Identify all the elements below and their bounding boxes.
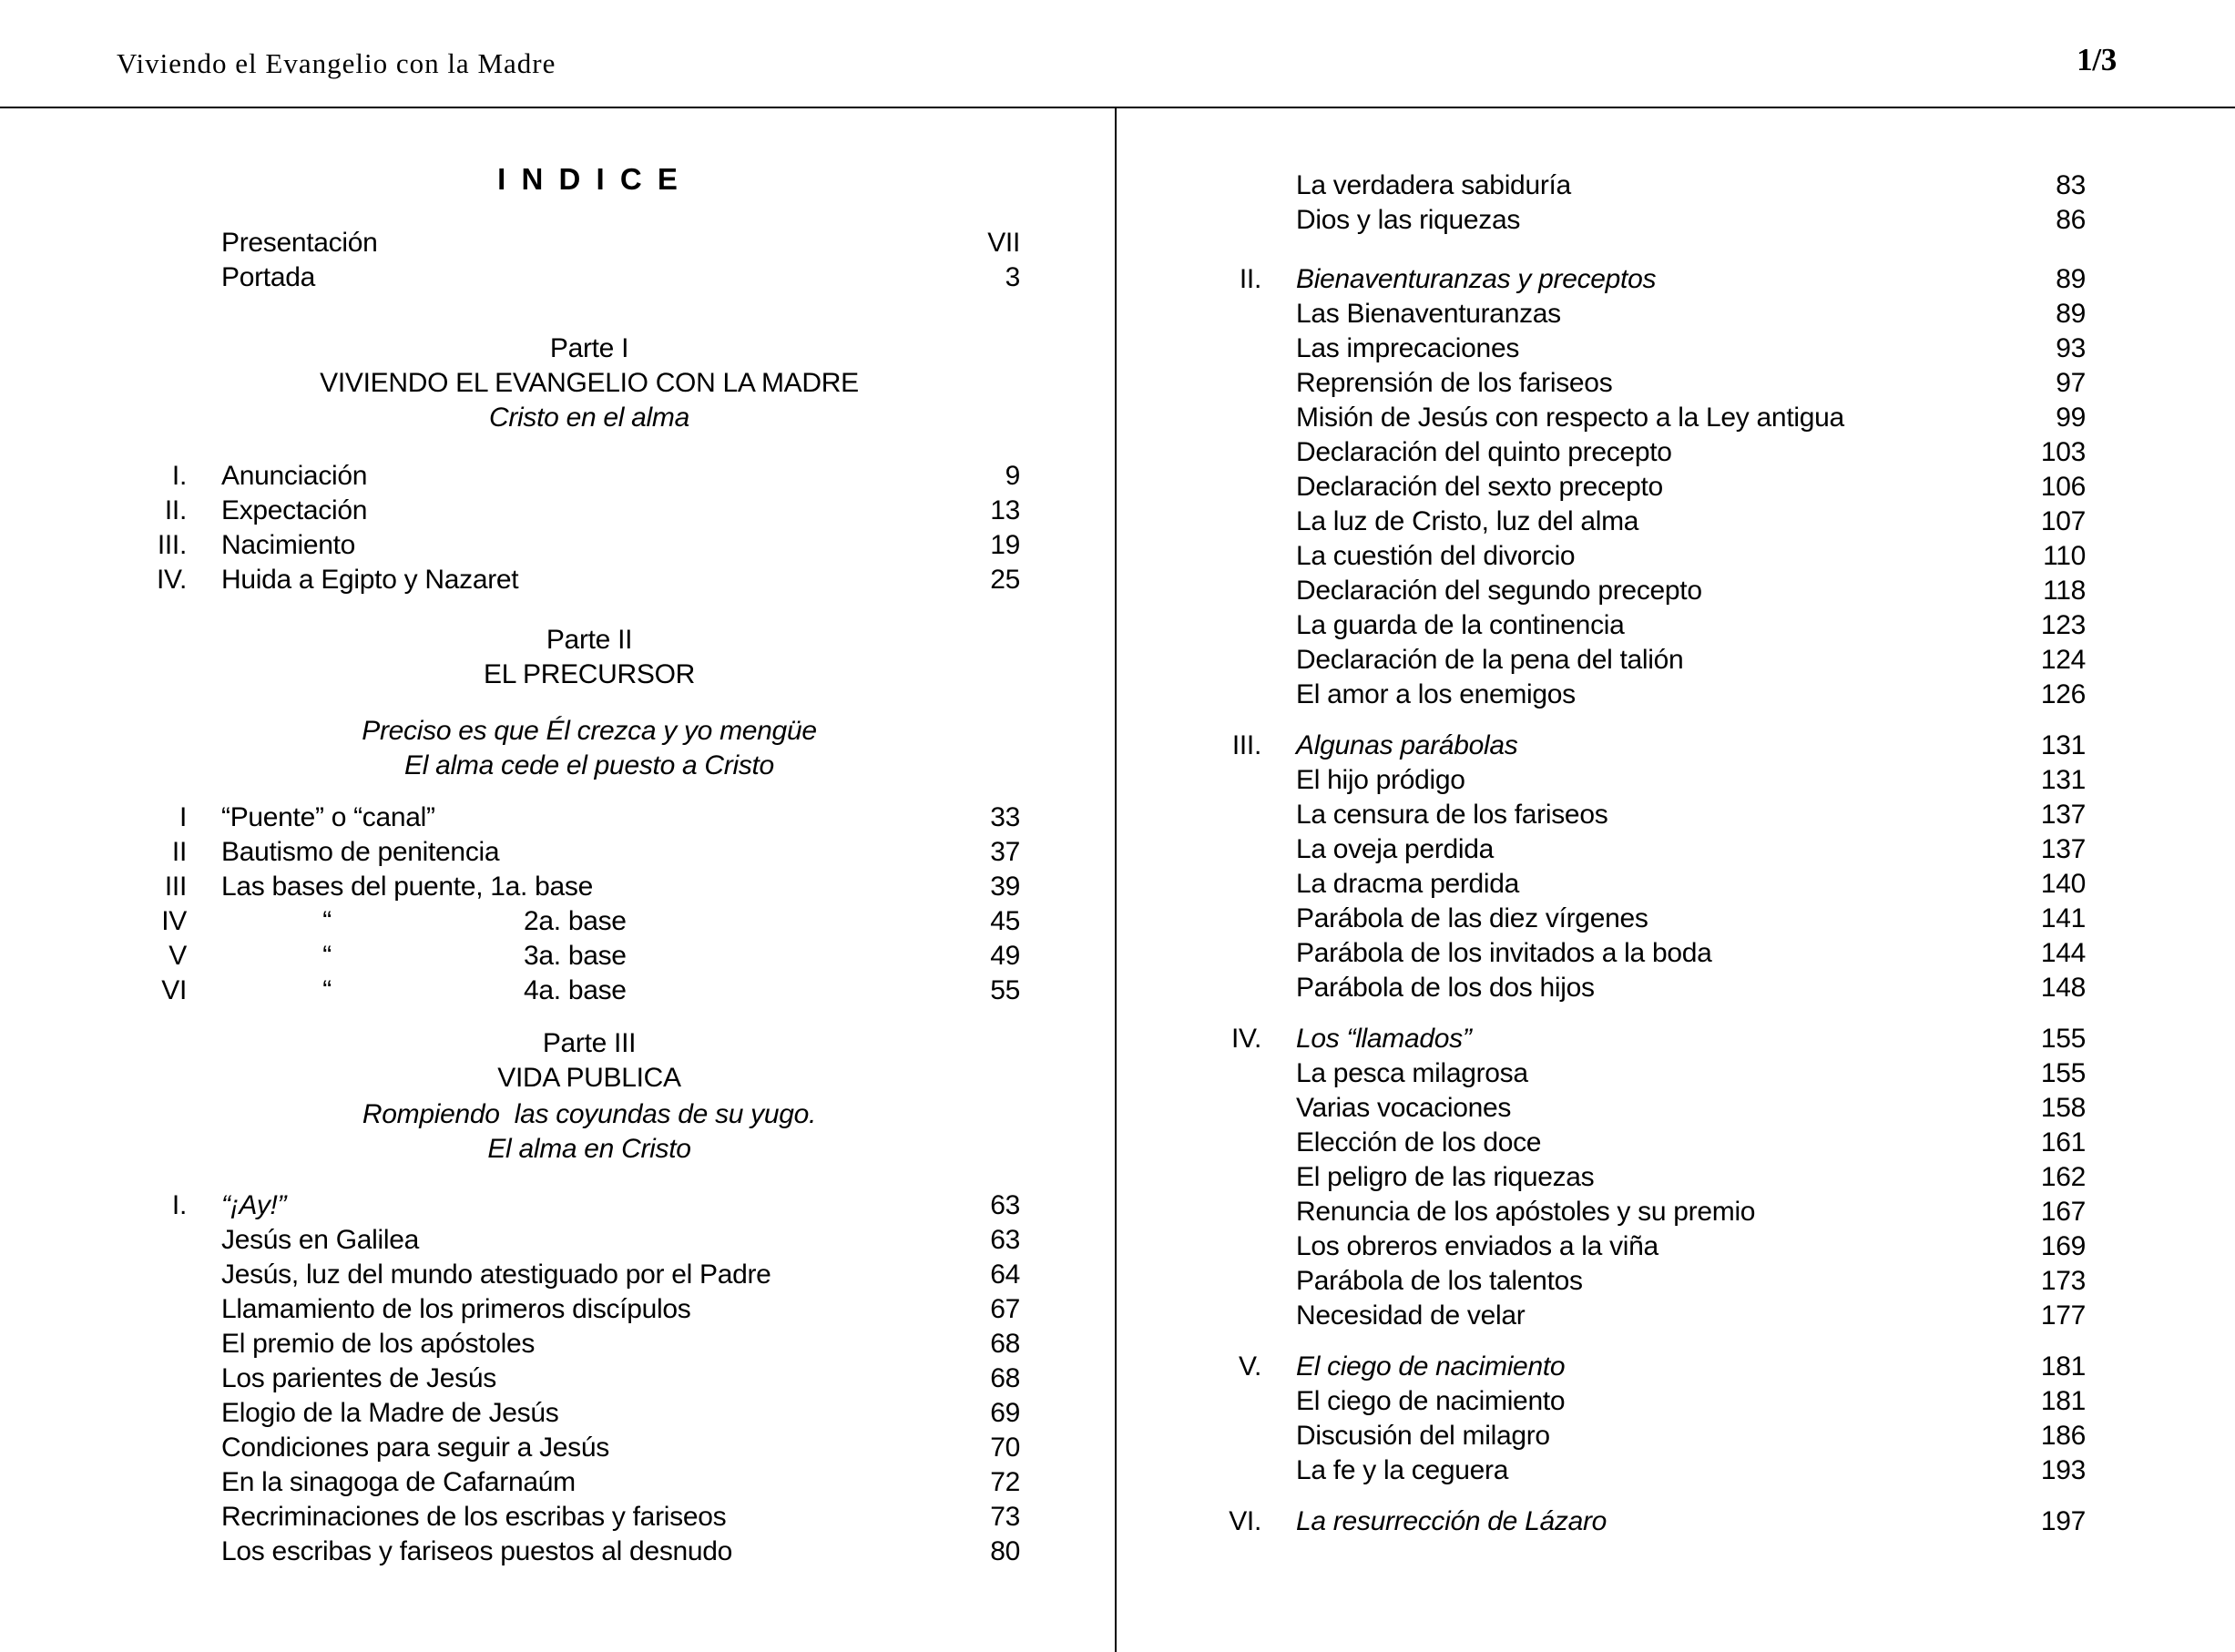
entry-numeral	[1193, 1419, 1261, 1453]
entry-numeral	[118, 1258, 187, 1292]
entry-title: Las imprecaciones	[1296, 333, 1520, 363]
toc-entry	[1193, 1195, 2086, 1229]
entry-page-number: 68	[990, 1363, 1020, 1393]
entry-title: Parábola de los invitados a la boda	[1296, 938, 1712, 968]
entry-title: Declaración del sexto precepto	[1296, 472, 1663, 502]
entry-page-number: 86	[2056, 205, 2086, 235]
entry-numeral	[118, 1396, 187, 1431]
section-subtitle-line: Cristo en el alma	[489, 403, 689, 433]
entry-title: Jesús, luz del mundo atestiguado por el Padre	[221, 1259, 771, 1290]
entry-page-number: VII	[987, 228, 1020, 258]
entry-title: La pesca milagrosa	[1296, 1058, 1528, 1088]
entry-title	[187, 904, 965, 939]
entry-page-number: 97	[2056, 368, 2086, 398]
entry-numeral	[1193, 203, 1261, 238]
entry-numeral: VI	[161, 975, 187, 1005]
entry-title	[187, 974, 965, 1008]
toc-entry	[1193, 1022, 2086, 1056]
entry-numeral	[1193, 1195, 1261, 1229]
ditto-mark: “	[322, 906, 332, 936]
toc-entry	[118, 563, 1020, 597]
entry-page-number: 106	[2040, 472, 2086, 502]
entry-numeral	[1193, 331, 1261, 366]
toc-entry	[1193, 1264, 2086, 1299]
entry-numeral: III.	[157, 530, 187, 560]
toc-entry	[1193, 435, 2086, 470]
ditto-mark: “	[322, 941, 332, 971]
entry-page-number: 110	[2043, 541, 2086, 571]
entry-numeral	[1193, 1384, 1261, 1419]
toc-right-column	[1193, 108, 2086, 1539]
section-heading	[118, 623, 1020, 692]
toc-group	[1193, 168, 2086, 238]
toc-entry	[1193, 401, 2086, 435]
entry-title: Declaración del quinto precepto	[1296, 437, 1672, 467]
entry-page-number: 83	[2056, 170, 2086, 200]
entry-page-number: 103	[2040, 437, 2086, 467]
toc-entry	[1193, 608, 2086, 643]
entry-numeral	[118, 260, 187, 295]
toc-entry	[118, 939, 1020, 974]
section-heading	[118, 1026, 1020, 1096]
section-heading-line: Parte II	[546, 625, 633, 655]
toc-entry	[1193, 1126, 2086, 1160]
book-title: Viviendo el Evangelio con la Madre	[117, 47, 556, 79]
entry-title: La censura de los fariseos	[1296, 800, 1608, 830]
entry-title: Las bases del puente, 1a. base	[221, 872, 593, 902]
entry-page-number: 137	[2040, 834, 2086, 864]
entry-title: Recriminaciones de los escribas y fariseos	[221, 1502, 727, 1532]
entry-numeral	[118, 1292, 187, 1327]
column-divider	[1115, 108, 1117, 1652]
toc-entry	[1193, 1091, 2086, 1126]
entry-numeral	[1193, 1056, 1261, 1091]
section-entries	[118, 1188, 1020, 1569]
entry-title: El amor a los enemigos	[1296, 679, 1576, 709]
section-heading-line: EL PRECURSOR	[483, 659, 695, 689]
entry-numeral: II.	[164, 495, 187, 525]
entry-page-number: 9	[1005, 461, 1020, 491]
entry-title: La verdadera sabiduría	[1296, 170, 1571, 200]
toc-entry	[1193, 902, 2086, 936]
entry-numeral	[1193, 643, 1261, 678]
entry-page-number: 140	[2040, 869, 2086, 899]
toc-entry	[118, 835, 1020, 870]
entry-page-number: 155	[2040, 1058, 2086, 1088]
entry-title: Declaración del segundo precepto	[1296, 576, 1702, 606]
entry-page-number: 63	[990, 1225, 1020, 1255]
toc-entry	[1193, 678, 2086, 712]
entry-title: Elección de los doce	[1296, 1127, 1542, 1157]
section-heading-line: Parte III	[542, 1028, 637, 1058]
section-heading-line: Parte I	[549, 333, 629, 363]
toc-entry	[1193, 366, 2086, 401]
entry-page-number: 80	[990, 1536, 1020, 1566]
entry-page-number: 169	[2040, 1231, 2086, 1261]
entry-page-number: 162	[2040, 1162, 2086, 1192]
entry-numeral	[1193, 1160, 1261, 1195]
entry-page-number: 173	[2040, 1266, 2086, 1296]
entry-title-text: 4a. base	[524, 975, 627, 1005]
entry-page-number: 49	[990, 941, 1020, 971]
toc-entry	[1193, 643, 2086, 678]
entry-page-number: 70	[990, 1433, 1020, 1463]
entry-page-number: 186	[2040, 1421, 2086, 1451]
entry-numeral	[1193, 798, 1261, 832]
entry-numeral	[1193, 608, 1261, 643]
left-sections	[118, 331, 1020, 1569]
entry-numeral: I.	[171, 1190, 187, 1220]
toc-left-column	[118, 108, 1020, 1569]
entry-title: “¡Ay!”	[221, 1190, 287, 1220]
entry-numeral	[1193, 971, 1261, 1005]
entry-title: Las Bienaventuranzas	[1296, 299, 1561, 329]
toc-entry	[118, 1292, 1020, 1327]
entry-page-number: 45	[990, 906, 1020, 936]
entry-page-number: 123	[2040, 610, 2086, 640]
entry-numeral: III	[164, 872, 187, 902]
entry-title-text: 3a. base	[524, 941, 627, 971]
entry-page-number: 197	[2040, 1506, 2086, 1536]
section-entries	[118, 459, 1020, 597]
entry-page-number: 167	[2040, 1197, 2086, 1227]
entry-numeral	[118, 1223, 187, 1258]
entry-page-number: 33	[990, 802, 1020, 832]
entry-page-number: 68	[990, 1329, 1020, 1359]
toc-entry	[1193, 539, 2086, 574]
toc-group	[1193, 262, 2086, 712]
entry-title: La fe y la ceguera	[1296, 1455, 1509, 1485]
toc-entry	[1193, 203, 2086, 238]
toc-entry	[118, 1465, 1020, 1500]
toc-entry	[1193, 936, 2086, 971]
entry-title: Los obreros enviados a la viña	[1296, 1231, 1658, 1261]
entry-title-text: 2a. base	[524, 906, 627, 936]
toc-entry	[118, 870, 1020, 904]
section-subtitle-line: Rompiendo las coyundas de su yugo.	[362, 1099, 817, 1129]
entry-page-number: 161	[2040, 1127, 2086, 1157]
toc-section	[118, 623, 1020, 1008]
entry-numeral: IV	[161, 906, 187, 936]
entry-title: Anunciación	[221, 461, 368, 491]
entry-title: Renuncia de los apóstoles y su premio	[1296, 1197, 1756, 1227]
entry-title: Declaración de la pena del talión	[1296, 645, 1684, 675]
entry-numeral	[1193, 168, 1261, 203]
section-subtitle-line: Preciso es que Él crezca y yo mengüe	[362, 716, 817, 746]
toc-entry	[1193, 505, 2086, 539]
entry-title: Necesidad de velar	[1296, 1300, 1526, 1331]
toc-entry	[118, 1188, 1020, 1223]
entry-title: En la sinagoga de Cafarnaúm	[221, 1467, 576, 1497]
entry-numeral	[118, 1327, 187, 1361]
section-entries	[118, 801, 1020, 1008]
entry-page-number: 181	[2040, 1351, 2086, 1382]
entry-title: Bienaventuranzas y preceptos	[1296, 264, 1657, 294]
entry-title: La luz de Cristo, luz del alma	[1296, 506, 1639, 536]
toc-entry	[1193, 729, 2086, 763]
entry-page-number: 193	[2040, 1455, 2086, 1485]
entry-numeral	[118, 1361, 187, 1396]
entry-title: Llamamiento de los primeros discípulos	[221, 1294, 691, 1324]
entry-numeral	[1193, 366, 1261, 401]
toc-entry	[118, 260, 1020, 295]
entry-numeral: I.	[171, 461, 187, 491]
entry-title: Los parientes de Jesús	[221, 1363, 496, 1393]
entry-page-number: 89	[2056, 264, 2086, 294]
toc-entry	[1193, 331, 2086, 366]
entry-numeral	[1193, 763, 1261, 798]
section-subtitle	[118, 1097, 1020, 1167]
toc-entry	[118, 1500, 1020, 1535]
toc-entry	[1193, 574, 2086, 608]
entry-numeral	[118, 1465, 187, 1500]
entry-page-number: 69	[990, 1398, 1020, 1428]
entry-page-number: 3	[1005, 262, 1020, 292]
toc-entry	[1193, 763, 2086, 798]
entry-page-number: 19	[990, 530, 1020, 560]
front-matter	[118, 226, 1020, 295]
entry-page-number: 144	[2040, 938, 2086, 968]
entry-numeral: IV.	[156, 565, 187, 595]
toc-entry	[1193, 168, 2086, 203]
entry-page-number: 89	[2056, 299, 2086, 329]
toc-entry	[1193, 798, 2086, 832]
entry-page-number: 63	[990, 1190, 1020, 1220]
entry-title: El hijo pródigo	[1296, 765, 1465, 795]
toc-entry	[118, 904, 1020, 939]
toc-entry	[1193, 1299, 2086, 1333]
entry-numeral: III.	[1231, 730, 1261, 760]
toc-entry	[1193, 1350, 2086, 1384]
entry-page-number: 131	[2040, 765, 2086, 795]
entry-title: La dracma perdida	[1296, 869, 1520, 899]
toc-entry	[118, 801, 1020, 835]
entry-numeral	[1193, 936, 1261, 971]
section-subtitle-line: El alma cede el puesto a Cristo	[404, 750, 774, 780]
toc-entry	[118, 1396, 1020, 1431]
entry-numeral	[1193, 539, 1261, 574]
entry-title: La cuestión del divorcio	[1296, 541, 1576, 571]
entry-numeral: VI.	[1229, 1506, 1261, 1536]
entry-title: Misión de Jesús con respecto a la Ley antigua	[1296, 403, 1844, 433]
entry-numeral	[1193, 1264, 1261, 1299]
entry-title: El ciego de nacimiento	[1296, 1386, 1566, 1416]
section-subtitle	[118, 401, 1020, 435]
entry-title: Discusión del milagro	[1296, 1421, 1550, 1451]
toc-section	[118, 1026, 1020, 1569]
entry-numeral: V	[168, 941, 187, 971]
entry-numeral	[1193, 297, 1261, 331]
toc-entry	[118, 1327, 1020, 1361]
entry-title: La resurrección de Lázaro	[1296, 1506, 1607, 1536]
toc-entry	[1193, 1160, 2086, 1195]
toc-entry	[118, 1361, 1020, 1396]
entry-numeral	[1193, 401, 1261, 435]
entry-page-number: 177	[2040, 1300, 2086, 1331]
entry-page-number: 181	[2040, 1386, 2086, 1416]
entry-title: El premio de los apóstoles	[221, 1329, 536, 1359]
toc-entry	[118, 1258, 1020, 1292]
entry-title: Nacimiento	[221, 530, 356, 560]
entry-page-number: 99	[2056, 403, 2086, 433]
entry-numeral	[1193, 505, 1261, 539]
entry-page-number: 93	[2056, 333, 2086, 363]
toc-entry	[118, 1431, 1020, 1465]
entry-page-number: 73	[990, 1502, 1020, 1532]
entry-numeral: V.	[1239, 1351, 1261, 1382]
entry-title: Algunas parábolas	[1296, 730, 1518, 760]
entry-title: La oveja perdida	[1296, 834, 1495, 864]
entry-title: El ciego de nacimiento	[1296, 1351, 1566, 1382]
entry-page-number: 25	[990, 565, 1020, 595]
entry-title: Reprensión de los fariseos	[1296, 368, 1613, 398]
entry-numeral	[1193, 1091, 1261, 1126]
entry-title: Los “llamados”	[1296, 1024, 1472, 1054]
entry-page-number: 148	[2040, 973, 2086, 1003]
page-indicator: 1/3	[2077, 42, 2117, 77]
entry-page-number: 124	[2040, 645, 2086, 675]
entry-page-number: 118	[2043, 576, 2086, 606]
entry-numeral	[1193, 1126, 1261, 1160]
entry-numeral	[1193, 574, 1261, 608]
entry-page-number: 158	[2040, 1093, 2086, 1123]
toc-group	[1193, 729, 2086, 1005]
entry-numeral	[1193, 1299, 1261, 1333]
toc-entry	[118, 1535, 1020, 1569]
toc-section	[118, 331, 1020, 597]
section-subtitle	[118, 714, 1020, 783]
section-heading	[118, 331, 1020, 401]
toc-group	[1193, 1350, 2086, 1488]
entry-numeral	[1193, 832, 1261, 867]
entry-numeral	[1193, 1453, 1261, 1488]
toc-entry	[118, 1223, 1020, 1258]
entry-numeral: I	[179, 802, 187, 832]
toc-group	[1193, 1022, 2086, 1333]
toc-entry	[1193, 1229, 2086, 1264]
toc-entry	[1193, 867, 2086, 902]
toc-entry	[1193, 1384, 2086, 1419]
entry-numeral	[1193, 1229, 1261, 1264]
entry-numeral	[1193, 470, 1261, 505]
entry-title: Dios y las riquezas	[1296, 205, 1521, 235]
entry-title: Parábola de las diez vírgenes	[1296, 903, 1648, 933]
toc-group	[1193, 1504, 2086, 1539]
entry-title: Expectación	[221, 495, 368, 525]
entry-page-number: 13	[990, 495, 1020, 525]
entry-numeral: IV.	[1230, 1024, 1261, 1054]
entry-numeral	[1193, 902, 1261, 936]
entry-page-number: 126	[2040, 679, 2086, 709]
entry-title: Bautismo de penitencia	[221, 837, 500, 867]
entry-page-number: 131	[2040, 730, 2086, 760]
entry-title: Presentación	[221, 228, 378, 258]
entry-title: Portada	[221, 262, 315, 292]
toc-entry	[1193, 1419, 2086, 1453]
toc-entry	[1193, 262, 2086, 297]
entry-title: Huida a Egipto y Nazaret	[221, 565, 519, 595]
toc-entry	[1193, 1504, 2086, 1539]
entry-page-number: 37	[990, 837, 1020, 867]
toc-entry	[1193, 1453, 2086, 1488]
entry-page-number: 137	[2040, 800, 2086, 830]
toc-entry	[118, 528, 1020, 563]
entry-numeral	[1193, 435, 1261, 470]
toc-entry	[1193, 971, 2086, 1005]
entry-numeral: II	[171, 837, 187, 867]
entry-page-number: 155	[2040, 1024, 2086, 1054]
entry-title: Parábola de los dos hijos	[1296, 973, 1595, 1003]
entry-page-number: 141	[2040, 903, 2086, 933]
toc-title: I N D I C E	[497, 162, 681, 196]
entry-title: Los escribas y fariseos puestos al desnudo	[221, 1536, 733, 1566]
entry-title: Varias vocaciones	[1296, 1093, 1512, 1123]
section-heading-line: VIVIENDO EL EVANGELIO CON LA MADRE	[320, 368, 859, 398]
ditto-mark: “	[322, 975, 332, 1005]
toc-entry	[1193, 470, 2086, 505]
entry-title: “Puente” o “canal”	[221, 802, 435, 832]
toc-entry	[118, 494, 1020, 528]
entry-page-number: 55	[990, 975, 1020, 1005]
section-subtitle-line: El alma en Cristo	[487, 1134, 691, 1164]
toc-entry	[118, 226, 1020, 260]
entry-numeral	[118, 1535, 187, 1569]
right-groups	[1193, 168, 2086, 1539]
entry-title: Condiciones para seguir a Jesús	[221, 1433, 609, 1463]
entry-page-number: 72	[990, 1467, 1020, 1497]
section-heading-line: VIDA PUBLICA	[497, 1063, 681, 1093]
entry-title: Parábola de los talentos	[1296, 1266, 1583, 1296]
toc-entry	[1193, 832, 2086, 867]
entry-numeral	[1193, 678, 1261, 712]
entry-title	[187, 939, 965, 974]
entry-numeral	[118, 226, 187, 260]
entry-title: La guarda de la continencia	[1296, 610, 1625, 640]
entry-numeral	[118, 1431, 187, 1465]
entry-page-number: 64	[990, 1259, 1020, 1290]
entry-numeral	[1193, 867, 1261, 902]
entry-title: Elogio de la Madre de Jesús	[221, 1398, 559, 1428]
entry-page-number: 67	[990, 1294, 1020, 1324]
toc-entry	[118, 974, 1020, 1008]
toc-entry	[1193, 1056, 2086, 1091]
toc-entry	[1193, 297, 2086, 331]
entry-numeral	[118, 1500, 187, 1535]
entry-page-number: 107	[2040, 506, 2086, 536]
entry-page-number: 39	[990, 872, 1020, 902]
entry-numeral: II.	[1239, 264, 1261, 294]
entry-title: Jesús en Galilea	[221, 1225, 419, 1255]
toc-entry	[118, 459, 1020, 494]
entry-title: El peligro de las riquezas	[1296, 1162, 1595, 1192]
